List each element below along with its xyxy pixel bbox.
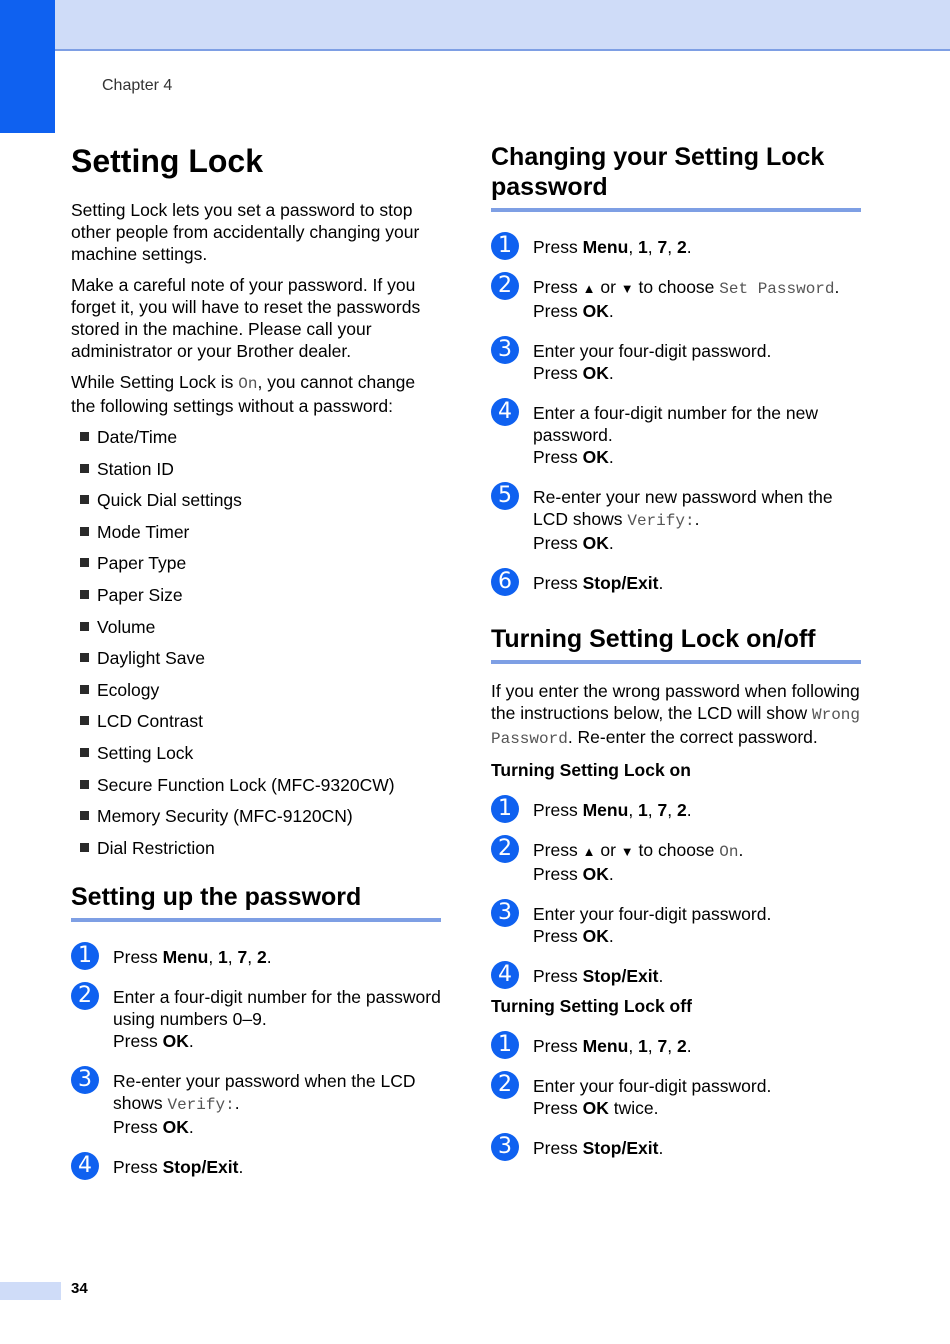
step-number-icon: 1 bbox=[71, 942, 99, 970]
step-number-icon: 3 bbox=[491, 336, 519, 364]
step-1: 1 Press Menu, 1, 7, 2. bbox=[491, 799, 861, 821]
list-item: Date/Time bbox=[71, 426, 441, 458]
list-item: Paper Type bbox=[71, 552, 441, 584]
step-6: 6 Press Stop/Exit. bbox=[491, 572, 861, 594]
step-3: 3 Enter your four-digit password. Press OK. bbox=[491, 903, 861, 947]
step-3: 3 Re-enter your password when the LCD shows Verify:. Press OK. bbox=[71, 1070, 441, 1138]
chapter-tab bbox=[0, 0, 55, 133]
up-arrow-icon: ▲ bbox=[582, 281, 596, 296]
section-title-toggle: Turning Setting Lock on/off bbox=[491, 624, 861, 664]
step-number-icon: 1 bbox=[491, 795, 519, 823]
step-number-icon: 5 bbox=[491, 482, 519, 510]
step-number-icon: 2 bbox=[491, 1071, 519, 1099]
step-1: 1 Press Menu, 1, 7, 2. bbox=[71, 946, 441, 968]
step-number-icon: 4 bbox=[71, 1152, 99, 1180]
change-steps bbox=[491, 233, 861, 594]
step-number-icon: 2 bbox=[491, 835, 519, 863]
step-2: 2 Enter a four-digit number for the password using numbers 0–9. Press OK. bbox=[71, 986, 441, 1052]
list-item: Memory Security (MFC-9120CN) bbox=[71, 805, 441, 837]
page-title: Setting Lock bbox=[71, 143, 264, 179]
toggle-intro: If you enter the wrong password when following the instructions below, the LCD will show Wrong Password. Re-enter the correct password. bbox=[491, 681, 860, 748]
list-item: Setting Lock bbox=[71, 742, 441, 774]
locked-settings-list bbox=[71, 426, 441, 868]
intro-paragraph-1: Setting Lock lets you set a password to stop other people from accidentally changing your machine settings. bbox=[71, 200, 420, 264]
step-1: 1 Press Menu, 1, 7, 2. bbox=[491, 1035, 861, 1057]
step-2: 2 Press ▲ or ▼ to choose On. Press OK. bbox=[491, 839, 861, 885]
step-number-icon: 3 bbox=[491, 899, 519, 927]
list-item: Daylight Save bbox=[71, 647, 441, 679]
header-band bbox=[0, 0, 950, 51]
list-item: Volume bbox=[71, 616, 441, 648]
step-4: 4 Press Stop/Exit. bbox=[491, 965, 861, 987]
step-number-icon: 3 bbox=[491, 1133, 519, 1161]
section-title-setup: Setting up the password bbox=[71, 882, 441, 922]
footer-band bbox=[0, 1282, 61, 1300]
down-arrow-icon: ▼ bbox=[620, 281, 634, 296]
right-column bbox=[491, 142, 861, 1177]
intro-paragraph-2: Make a careful note of your password. If you forget it, you will have to reset the passwords stored in the machine. Please call your administrator or your Brother dealer. bbox=[71, 275, 421, 361]
section-title-change: Changing your Setting Lock password bbox=[491, 142, 861, 212]
list-item: Quick Dial settings bbox=[71, 489, 441, 521]
list-item: LCD Contrast bbox=[71, 710, 441, 742]
chapter-label: Chapter 4 bbox=[102, 77, 173, 94]
list-item: Dial Restriction bbox=[71, 837, 441, 869]
step-1: 1 Press Menu, 1, 7, 2. bbox=[491, 236, 861, 258]
step-number-icon: 4 bbox=[491, 398, 519, 426]
step-2: 2 Press ▲ or ▼ to choose Set Password. Press OK. bbox=[491, 276, 861, 322]
subsection-title-on: Turning Setting Lock on bbox=[491, 760, 691, 780]
list-item: Paper Size bbox=[71, 584, 441, 616]
step-number-icon: 6 bbox=[491, 568, 519, 596]
step-3: 3 Press Stop/Exit. bbox=[491, 1137, 861, 1159]
list-item: Station ID bbox=[71, 458, 441, 490]
list-item: Secure Function Lock (MFC-9320CW) bbox=[71, 774, 441, 806]
list-item: Mode Timer bbox=[71, 521, 441, 553]
step-number-icon: 2 bbox=[491, 272, 519, 300]
setup-steps bbox=[71, 943, 441, 1179]
step-4: 4 Press Stop/Exit. bbox=[71, 1156, 441, 1178]
step-3: 3 Enter your four-digit password. Press OK. bbox=[491, 340, 861, 384]
intro-paragraph-3: While Setting Lock is On, you cannot change the following settings without a password: bbox=[71, 372, 416, 416]
step-number-icon: 1 bbox=[491, 232, 519, 260]
step-number-icon: 2 bbox=[71, 982, 99, 1010]
down-arrow-icon: ▼ bbox=[620, 844, 634, 859]
step-5: 5 Re-enter your new password when the LCD shows Verify:. Press OK. bbox=[491, 486, 861, 554]
list-item: Ecology bbox=[71, 679, 441, 711]
on-steps bbox=[491, 796, 861, 987]
step-number-icon: 3 bbox=[71, 1066, 99, 1094]
up-arrow-icon: ▲ bbox=[582, 844, 596, 859]
step-4: 4 Enter a four-digit number for the new password. Press OK. bbox=[491, 402, 861, 468]
left-column bbox=[71, 142, 441, 1196]
step-2: 2 Enter your four-digit password. Press OK twice. bbox=[491, 1075, 861, 1119]
off-steps bbox=[491, 1032, 861, 1159]
step-number-icon: 1 bbox=[491, 1031, 519, 1059]
page-number: 34 bbox=[71, 1280, 88, 1297]
step-number-icon: 4 bbox=[491, 961, 519, 989]
subsection-title-off: Turning Setting Lock off bbox=[491, 996, 692, 1016]
